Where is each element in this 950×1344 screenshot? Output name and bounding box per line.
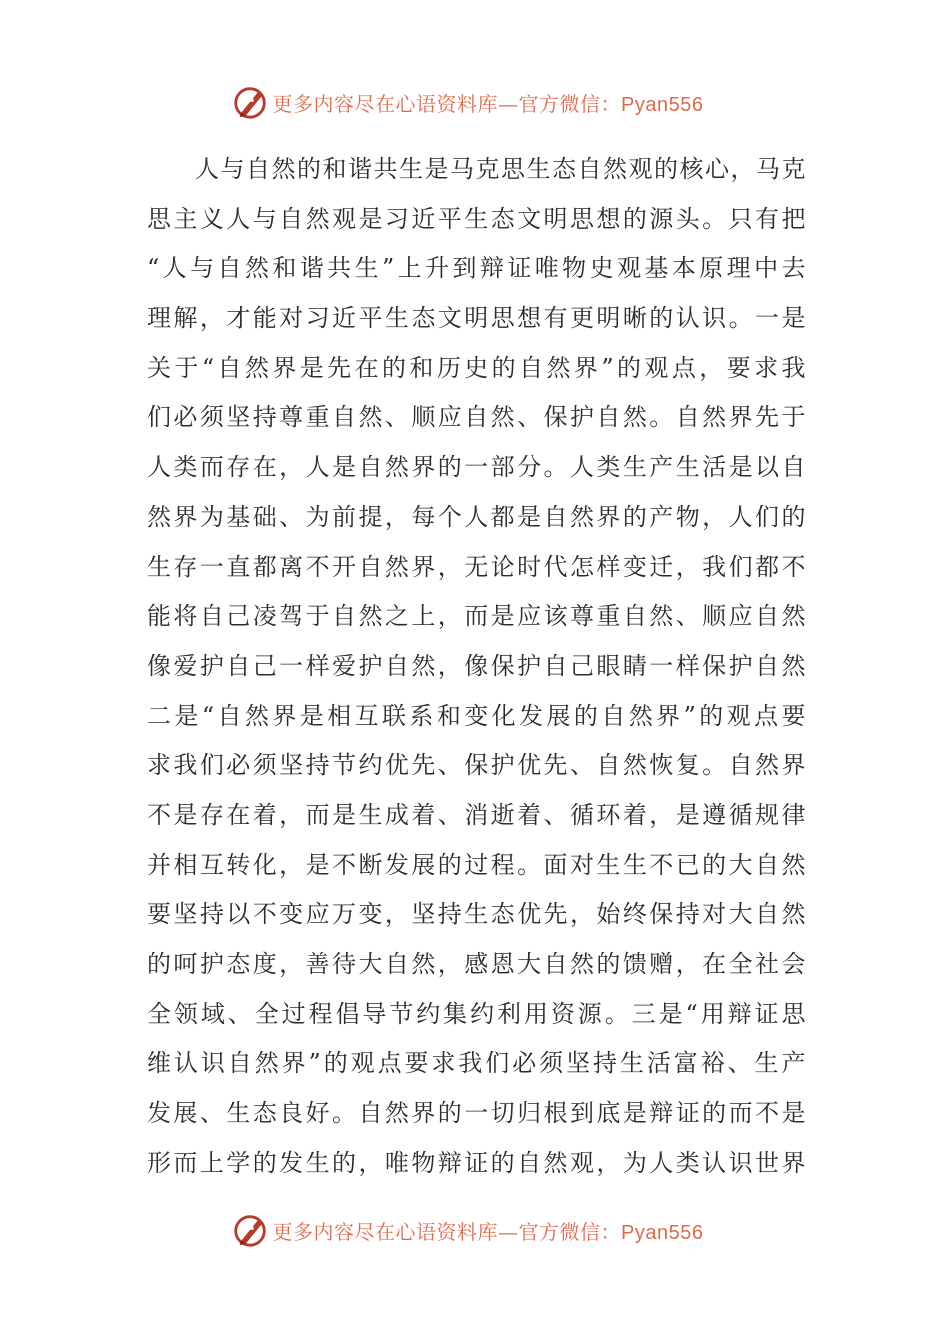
paragraph-line: 要坚持以不变应万变，坚持生态优先，始终保持对大自然	[147, 900, 807, 929]
wechat-label: 官方微信：	[518, 1219, 622, 1244]
paragraph-line: 像爱护自己一样爱护自然，像保护自己眼睛一样保护自然	[147, 651, 807, 680]
paragraph-line: 维认识自然界”的观点要求我们必须坚持生活富裕、生产	[147, 1049, 807, 1078]
paragraph-line: 不是存在着，而是生成着、消逝着、循环着，是遵循规律	[147, 800, 807, 829]
paragraph-line: 思主义人与自然观是习近平生态文明思想的源头。只有把	[147, 204, 807, 233]
paragraph-line: 的呵护态度，善待大自然，感恩大自然的馈赠，在全社会	[147, 950, 807, 978]
paragraph-line: 形而上学的发生的，唯物辩证的自然观，为人类认识世界	[147, 1148, 807, 1177]
header-banner	[0, 80, 950, 124]
wechat-label: 官方微信：	[518, 91, 622, 116]
paragraph-line: 能将自己凌驾于自然之上，而是应该尊重自然、顺应自然	[147, 602, 807, 631]
paragraph-line: 二是“自然界是相互联系和变化发展的自然界”的观点要	[147, 701, 807, 730]
pen-logo-icon	[231, 1211, 269, 1249]
paragraph-line: 全领域、全过程倡导节约集约利用资源。三是“用辩证思	[147, 999, 807, 1028]
banner-separator: —	[498, 1219, 519, 1244]
pen-logo-icon	[231, 83, 269, 121]
paragraph-line: 求我们必须坚持节约优先、保护优先、自然恢复。自然界	[147, 751, 807, 780]
paragraph-line: 并相互转化，是不断发展的过程。面对生生不已的大自然	[147, 850, 807, 879]
footer-banner	[0, 1208, 950, 1252]
wechat-id: Pyan556	[621, 1221, 704, 1244]
paragraph-line: 关于“自然界是先在的和历史的自然界”的观点，要求我	[147, 353, 807, 382]
footer-banner-text	[273, 1216, 704, 1245]
paragraph-line: 发展、生态良好。自然界的一切归根到底是辩证的而不是	[147, 1099, 807, 1128]
paragraph-line: 人与自然的和谐共生是马克思生态自然观的核心，马克	[195, 155, 807, 183]
paragraph-line: 理解，才能对习近平生态文明思想有更明晰的认识。一是	[147, 304, 807, 333]
banner-separator: —	[498, 91, 519, 116]
footer-banner-content	[231, 1211, 704, 1249]
paragraph-line: “人与自然和谐共生”上升到辩证唯物史观基本原理中去	[147, 254, 807, 283]
wechat-id: Pyan556	[621, 93, 704, 116]
header-banner-content	[231, 83, 704, 121]
site-name: 更多内容尽在心语资料库	[272, 91, 499, 116]
header-banner-text	[273, 88, 704, 117]
paragraph-line: 然界为基础、为前提，每个人都是自然界的产物，人们的	[147, 502, 807, 531]
paragraph-line: 生存一直都离不开自然界，无论时代怎样变迁，我们都不	[147, 552, 807, 581]
site-name: 更多内容尽在心语资料库	[272, 1219, 499, 1244]
paragraph-line: 们必须坚持尊重自然、顺应自然、保护自然。自然界先于	[147, 403, 807, 432]
document-paragraph	[147, 145, 807, 1188]
paragraph-line: 人类而存在，人是自然界的一部分。人类生产生活是以自	[147, 453, 807, 482]
